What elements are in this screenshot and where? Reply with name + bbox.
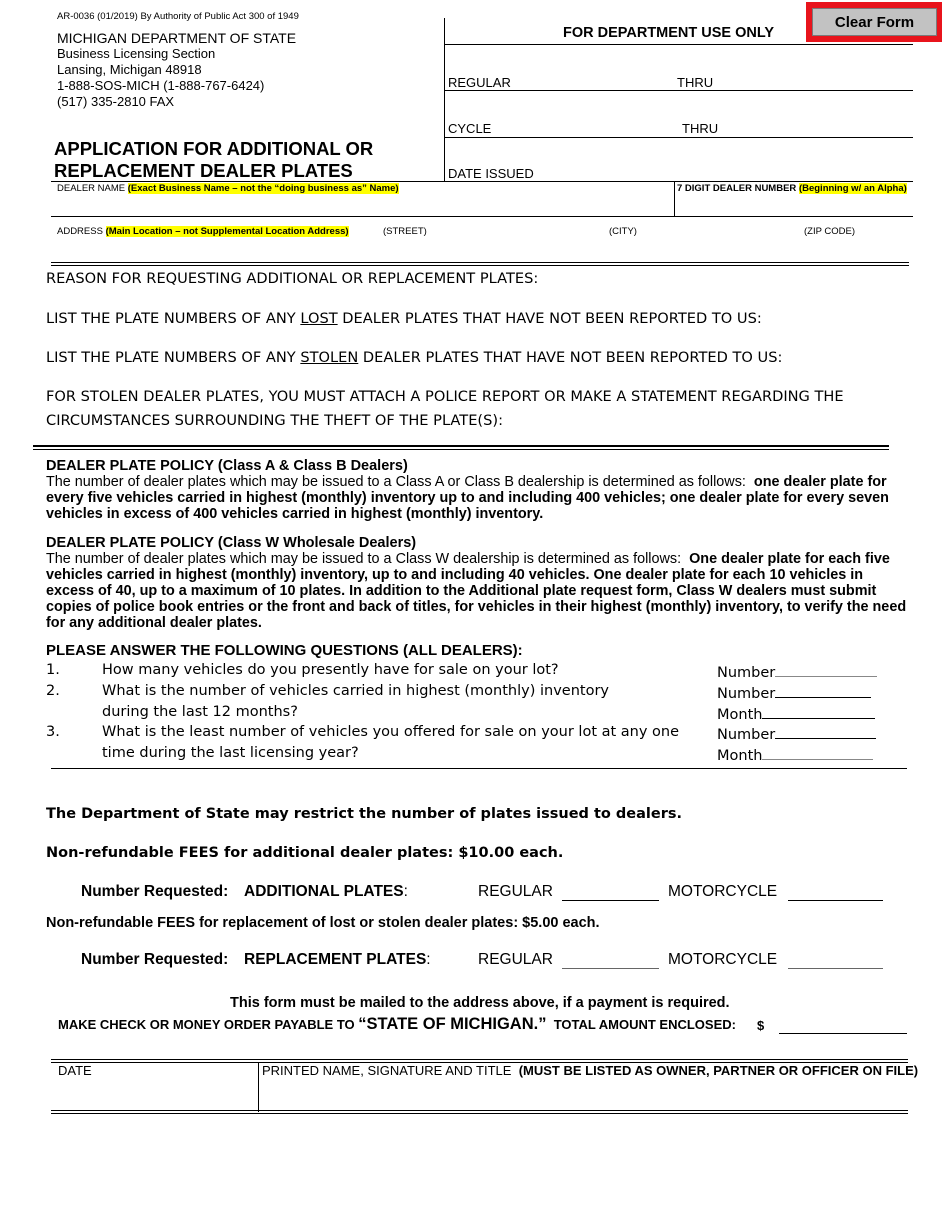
question-1-number: 1. xyxy=(46,662,60,678)
address-zip-label: (ZIP CODE) xyxy=(804,226,856,237)
question-2-number: 2. xyxy=(46,683,60,699)
cycle-label: CYCLE xyxy=(448,121,492,136)
question-2-text-line2: during the last 12 months? xyxy=(102,704,298,720)
police-report-line1: FOR STOLEN DEALER PLATES, YOU MUST ATTACH A POLICE REPORT OR MAKE A STATEMENT REGARDING THE xyxy=(46,388,844,405)
dealer-name-input[interactable] xyxy=(57,198,667,214)
replacement-regular-label: REGULAR xyxy=(478,951,553,968)
date-label: DATE xyxy=(58,1063,92,1078)
question-2-month-field: Month xyxy=(717,704,875,723)
question-3-number-blank[interactable] xyxy=(775,724,876,739)
question-1-text: How many vehicles do you presently have for sale on your lot? xyxy=(102,662,559,678)
question-3-month-field: Month xyxy=(717,745,873,764)
question-1-number-blank[interactable] xyxy=(775,662,877,677)
dept-fax: (517) 335-2810 FAX xyxy=(57,94,175,109)
replacement-number-requested-label: Number Requested: xyxy=(81,951,229,968)
question-2-number-field: Number xyxy=(717,683,871,702)
question-2-text-line1: What is the number of vehicles carried in highest (monthly) inventory xyxy=(102,683,609,699)
cycle-field-line[interactable] xyxy=(444,137,913,138)
question-3-text-line1: What is the least number of vehicles you offered for sale on your lot at any one xyxy=(102,724,680,740)
replacement-plates-label: REPLACEMENT PLATES: xyxy=(244,951,431,968)
dealer-number-label: 7 DIGIT DEALER NUMBER (Beginning w/ an Alpha) xyxy=(677,183,907,194)
signature-label: PRINTED NAME, SIGNATURE AND TITLE (MUST BE LISTED AS OWNER, PARTNER OR OFFICER ON FILE) xyxy=(262,1063,919,1078)
replacement-motorcycle-blank[interactable] xyxy=(788,968,883,969)
replacement-fee-note: Non-refundable FEES for replacement of lost or stolen dealer plates: $5.00 each. xyxy=(46,915,600,931)
question-2-number-blank[interactable] xyxy=(775,683,871,698)
address-label: ADDRESS (Main Location – not Supplemental Location Address) xyxy=(57,226,349,237)
policy-w-text: The number of dealer plates which may be issued to a Class W dealership is determined as follows: One dealer plate for each five vehicles carried in highest (monthly) inventory, up to and including 40 vehicles. One dealer plate for each 10 vehicles in excess of 40, up to a maximum of 10 plates. In addition to the Additional plate request form, Class W dealers must submit copies of police book entries or the front and back of titles, for vehicles in their highest (monthly) inventory, to verify the need for any additional dealer plates. xyxy=(46,551,907,631)
dealer-name-label: DEALER NAME (Exact Business Name – not the “doing business as” Name) xyxy=(57,183,399,194)
additional-regular-blank[interactable] xyxy=(562,900,659,901)
replacement-regular-blank[interactable] xyxy=(562,968,659,969)
form-title-line2: REPLACEMENT DEALER PLATES xyxy=(54,160,353,181)
questions-heading: PLEASE ANSWER THE FOLLOWING QUESTIONS (ALL DEALERS): xyxy=(46,642,523,659)
clear-form-button[interactable]: Clear Form xyxy=(812,8,937,36)
additional-regular-label: REGULAR xyxy=(478,883,553,900)
dept-name: MICHIGAN DEPARTMENT OF STATE xyxy=(57,30,297,46)
policy-w-heading: DEALER PLATE POLICY (Class W Wholesale Dealers) xyxy=(46,535,417,551)
signature-input[interactable] xyxy=(263,1082,903,1104)
regular-thru-label: THRU xyxy=(677,75,714,90)
regular-label: REGULAR xyxy=(448,75,511,90)
reason-heading: REASON FOR REQUESTING ADDITIONAL OR REPLACEMENT PLATES: xyxy=(46,270,539,287)
lost-plates-prompt: LIST THE PLATE NUMBERS OF ANY LOST DEALER PLATES THAT HAVE NOT BEEN REPORTED TO US: xyxy=(46,310,762,327)
section-name: Business Licensing Section xyxy=(57,46,216,61)
dept-use-only: FOR DEPARTMENT USE ONLY xyxy=(563,25,775,41)
address-city-label: (CITY) xyxy=(609,226,637,237)
mail-note: This form must be mailed to the address above, if a payment is required. xyxy=(230,995,730,1011)
replacement-motorcycle-label: MOTORCYCLE xyxy=(668,951,778,968)
additional-fee-note: Non-refundable FEES for additional dealer plates: $10.00 each. xyxy=(46,845,564,861)
address-street-label: (STREET) xyxy=(383,226,427,237)
police-report-line2: CIRCUMSTANCES SURROUNDING THE THEFT OF THE PLATE(S): xyxy=(46,412,503,429)
additional-number-requested-label: Number Requested: xyxy=(81,883,229,900)
form-id: AR-0036 (01/2019) By Authority of Public Act 300 of 1949 xyxy=(57,11,299,22)
address-input[interactable] xyxy=(57,240,907,258)
stolen-plates-prompt: LIST THE PLATE NUMBERS OF ANY STOLEN DEALER PLATES THAT HAVE NOT BEEN REPORTED TO US: xyxy=(46,349,783,366)
policy-ab-heading: DEALER PLATE POLICY (Class A & Class B Dealers) xyxy=(46,458,408,474)
dollar-sign: $ xyxy=(757,1018,765,1033)
policy-ab-text: The number of dealer plates which may be issued to a Class A or Class B dealership is determined as follows: one dealer plate for every five vehicles carried in highest (monthly) inventory up to and including 400 vehicles; one dealer plate for every seven vehicles in excess of 400 vehicles carried in highest (monthly) inventory. xyxy=(46,474,889,522)
additional-motorcycle-blank[interactable] xyxy=(788,900,883,901)
question-3-month-blank[interactable] xyxy=(762,745,873,760)
dealer-number-input[interactable] xyxy=(680,198,908,214)
question-3-number: 3. xyxy=(46,724,60,740)
regular-field-line[interactable] xyxy=(444,90,913,91)
restrict-note: The Department of State may restrict the number of plates issued to dealers. xyxy=(46,806,682,822)
dept-phone: 1-888-SOS-MICH (1-888-767-6424) xyxy=(57,78,265,93)
total-amount-blank[interactable] xyxy=(779,1033,907,1034)
question-2-month-blank[interactable] xyxy=(762,704,875,719)
question-1-number-field: Number xyxy=(717,662,877,681)
additional-plates-label: ADDITIONAL PLATES: xyxy=(244,883,408,900)
additional-motorcycle-label: MOTORCYCLE xyxy=(668,883,778,900)
dept-city: Lansing, Michigan 48918 xyxy=(57,62,202,77)
date-input[interactable] xyxy=(58,1082,252,1104)
payable-note: MAKE CHECK OR MONEY ORDER PAYABLE TO “STATE OF MICHIGAN.” TOTAL AMOUNT ENCLOSED: xyxy=(58,1015,736,1033)
date-issued-label: DATE ISSUED xyxy=(448,166,534,181)
form-title-line1: APPLICATION FOR ADDITIONAL OR xyxy=(54,138,374,159)
question-3-number-field: Number xyxy=(717,724,876,743)
cycle-thru-label: THRU xyxy=(682,121,719,136)
question-3-text-line2: time during the last licensing year? xyxy=(102,745,359,761)
